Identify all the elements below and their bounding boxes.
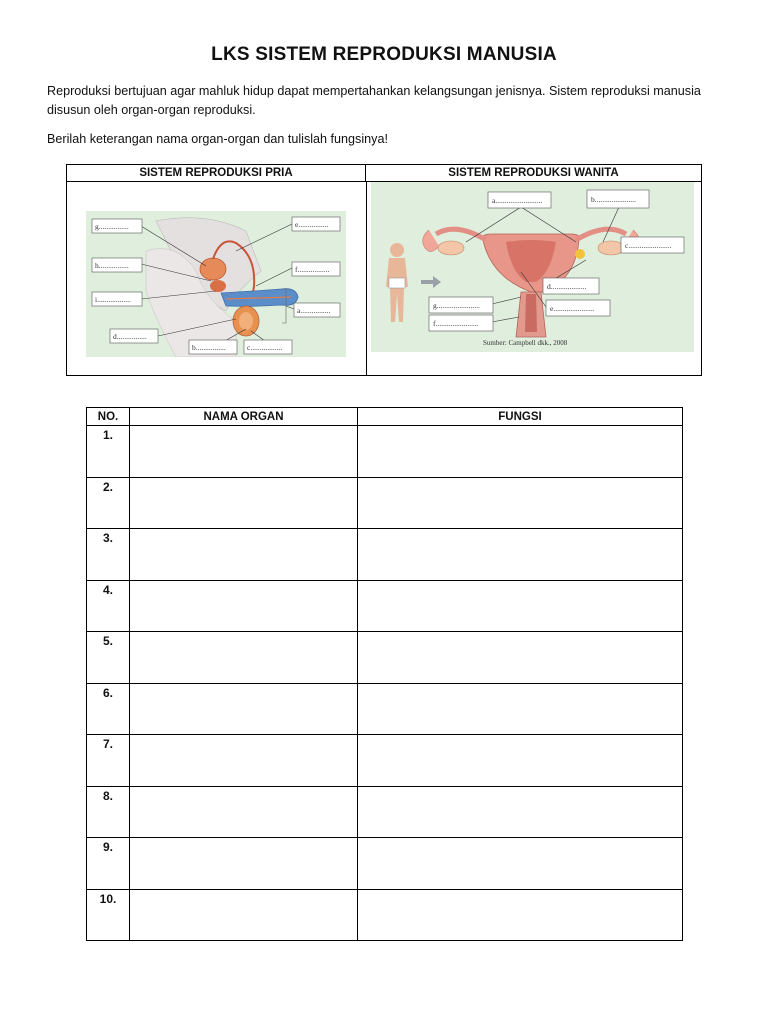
table-row	[87, 786, 683, 838]
organ-cell[interactable]	[130, 786, 358, 838]
function-cell[interactable]	[358, 477, 683, 529]
header-no: NO.	[87, 408, 130, 426]
intro-paragraph: Reproduksi bertujuan agar mahluk hidup dapat mempertahankan kelangsungan jenisnya. Sistem reproduksi manusia disusun oleh organ-organ reproduksi.	[47, 84, 701, 117]
organ-cell[interactable]	[130, 580, 358, 632]
female-reproductive-diagram	[371, 182, 694, 352]
answer-table	[86, 407, 683, 941]
organ-cell[interactable]	[130, 735, 358, 787]
male-label-a: a................	[297, 306, 331, 315]
female-header: SISTEM REPRODUKSI WANITA	[366, 165, 701, 182]
table-row	[87, 735, 683, 787]
organ-cell[interactable]	[130, 683, 358, 735]
function-cell[interactable]	[358, 426, 683, 478]
row-number: 10.	[87, 889, 130, 941]
function-cell[interactable]	[358, 683, 683, 735]
answer-table-header	[87, 408, 683, 426]
function-cell[interactable]	[358, 580, 683, 632]
male-label-i: i..................	[95, 295, 131, 304]
function-cell[interactable]	[358, 786, 683, 838]
row-number: 2.	[87, 477, 130, 529]
organ-cell[interactable]	[130, 477, 358, 529]
table-row	[87, 889, 683, 941]
male-label-f: f.................	[295, 265, 330, 274]
table-row	[87, 477, 683, 529]
row-number: 3.	[87, 529, 130, 581]
organ-cell[interactable]	[130, 889, 358, 941]
female-label-g: g.......................	[433, 301, 480, 310]
female-label-d: d...................	[547, 282, 587, 291]
male-label-e: e................	[295, 220, 329, 229]
table-row	[87, 529, 683, 581]
female-label-c: c.......................	[625, 241, 672, 250]
organ-cell[interactable]	[130, 632, 358, 684]
row-number: 5.	[87, 632, 130, 684]
row-number: 8.	[87, 786, 130, 838]
table-row	[87, 580, 683, 632]
male-label-h: h................	[95, 261, 129, 270]
male-label-b: b................	[192, 343, 226, 352]
function-cell[interactable]	[358, 529, 683, 581]
table-row	[87, 838, 683, 890]
function-cell[interactable]	[358, 889, 683, 941]
row-number: 7.	[87, 735, 130, 787]
table-row	[87, 683, 683, 735]
male-label-g: g................	[95, 222, 129, 231]
row-number: 6.	[87, 683, 130, 735]
table-row	[87, 632, 683, 684]
female-label-b: b......................	[591, 195, 636, 204]
female-label-f: f.......................	[433, 319, 479, 328]
function-cell[interactable]	[358, 838, 683, 890]
male-label-d: d................	[113, 332, 147, 341]
figure-table	[66, 164, 702, 376]
row-number: 1.	[87, 426, 130, 478]
function-cell[interactable]	[358, 632, 683, 684]
table-row	[87, 426, 683, 478]
female-label-e: e......................	[550, 304, 595, 313]
organ-cell[interactable]	[130, 838, 358, 890]
row-number: 9.	[87, 838, 130, 890]
male-reproductive-diagram	[86, 211, 346, 357]
male-label-c: c.................	[247, 343, 283, 352]
organ-cell[interactable]	[130, 529, 358, 581]
function-cell[interactable]	[358, 735, 683, 787]
header-function: FUNGSI	[358, 408, 683, 426]
header-organ: NAMA ORGAN	[130, 408, 358, 426]
page-title: LKS SISTEM REPRODUKSI MANUSIA	[211, 44, 557, 65]
female-label-a: a.........................	[492, 196, 543, 205]
organ-cell[interactable]	[130, 426, 358, 478]
row-number: 4.	[87, 580, 130, 632]
instruction-text: Berilah keterangan nama organ-organ dan tulislah fungsinya!	[47, 132, 388, 146]
figure-source: Sumber: Campbell dkk., 2008	[483, 339, 568, 347]
figure-divider	[366, 182, 367, 375]
male-header: SISTEM REPRODUKSI PRIA	[67, 165, 366, 182]
